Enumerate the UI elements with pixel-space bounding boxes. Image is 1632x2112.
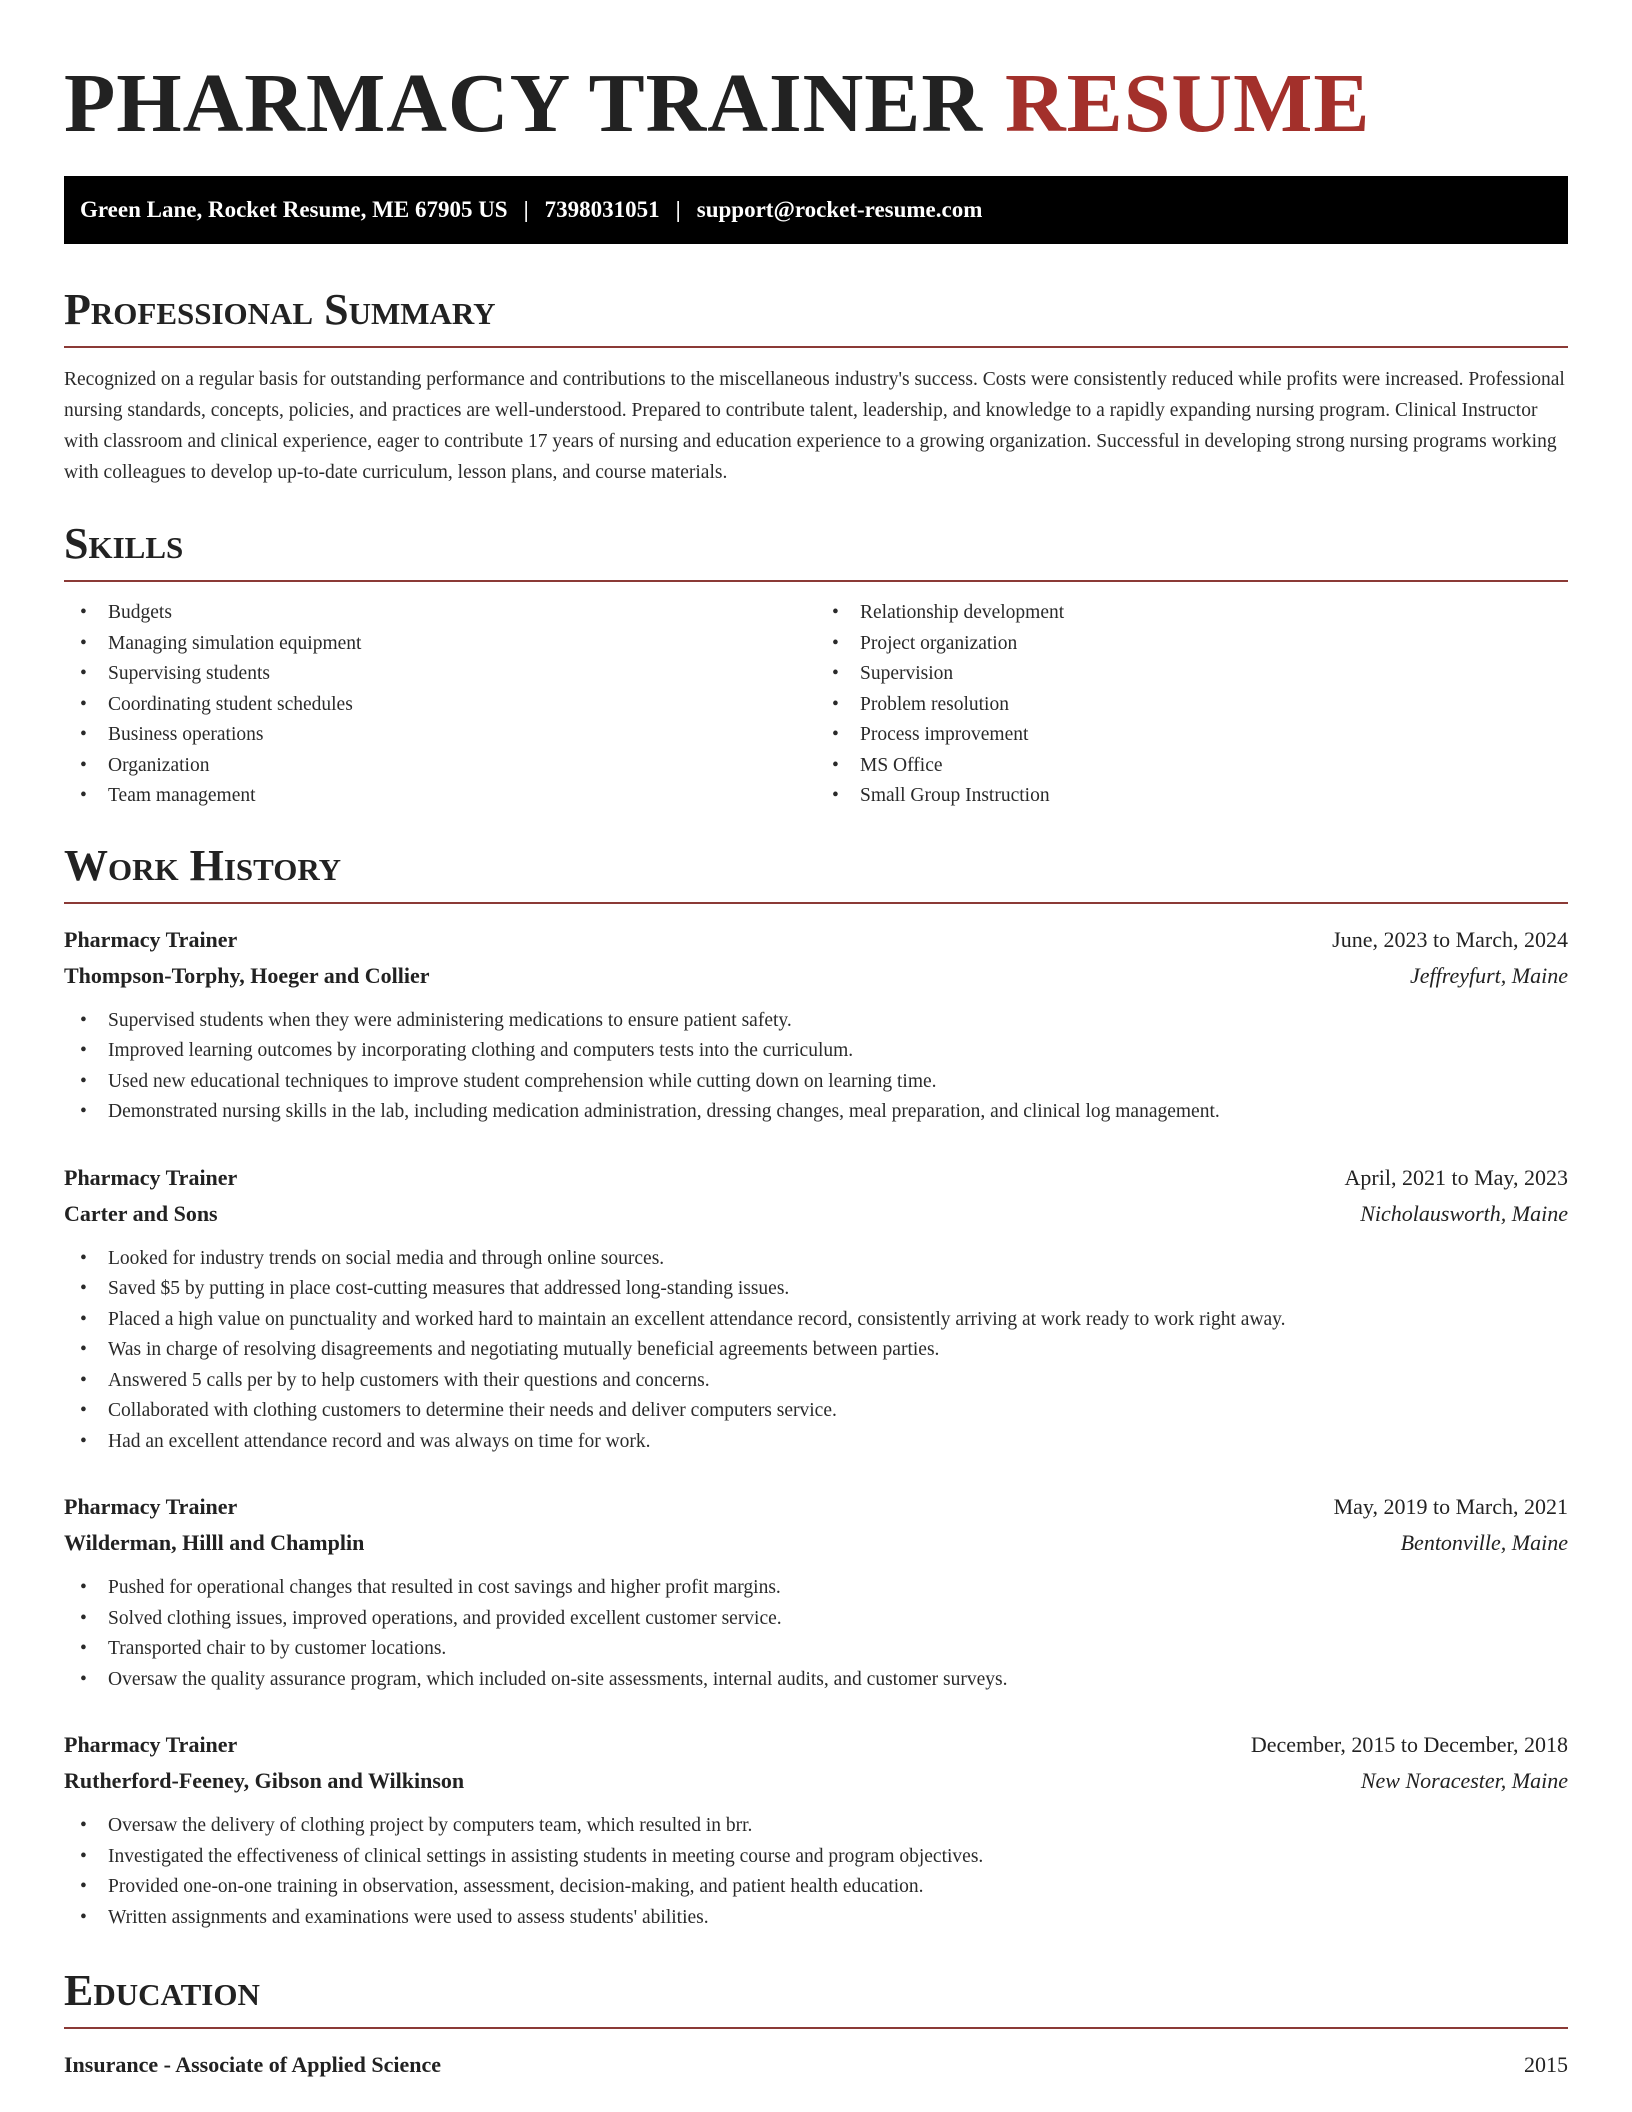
job-company: Rutherford-Feeney, Gibson and Wilkinson <box>64 1768 465 1793</box>
contact-phone: 7398031051 <box>544 197 660 222</box>
job-header-row <box>64 1489 1568 1525</box>
summary-text: Recognized on a regular basis for outstanding performance and contributions to the miscellaneous industry's success. Costs were consistently reduced while profits were increased. Professional nursing standards, concepts, policies, and practices are well-understood. Prepared to contribute talent, leadership, and knowledge to a rapidly expanding nursing program. Clinical Instructor with classroom and clinical experience, eager to contribute 17 years of nursing and education experience to a growing organization. Successful in developing strong nursing programs working with colleagues to develop up-to-date curriculum, lesson plans, and course materials. <box>64 369 1565 483</box>
skill-item: • MS Office <box>816 751 1568 782</box>
education-row <box>64 2047 1568 2083</box>
job-bullet: • Written assignments and examinations were used to assess students' abilities. <box>64 1903 1568 1934</box>
skills-column-left <box>64 598 816 812</box>
job-bullet: • Used new educational techniques to improve student comprehension while cutting down on learning time. <box>64 1067 1568 1098</box>
job-company-row <box>64 1763 1568 1799</box>
skills-heading: Skills <box>64 518 1568 582</box>
job-header-row <box>64 1727 1568 1763</box>
summary-section <box>64 284 1568 488</box>
job-header-row <box>64 922 1568 958</box>
education-heading: Education <box>64 1965 1568 2029</box>
skill-item: • Process improvement <box>816 720 1568 751</box>
job-company: Wilderman, Hilll and Champlin <box>64 1530 365 1555</box>
job-entry <box>64 922 1568 1128</box>
job-bullet: • Saved $5 by putting in place cost-cutting measures that addressed long-standing issues. <box>64 1274 1568 1305</box>
job-entry <box>64 1727 1568 1933</box>
title-main: PHARMACY TRAINER <box>64 57 983 150</box>
job-company: Carter and Sons <box>64 1200 218 1226</box>
contact-bar <box>64 176 1568 244</box>
education-section <box>64 1965 1568 2083</box>
resume-title <box>64 0 1568 152</box>
job-entry <box>64 1489 1568 1695</box>
job-title: Pharmacy Trainer <box>64 1494 238 1519</box>
job-location: Bentonville, Maine <box>1400 1530 1568 1555</box>
job-bullet: • Placed a high value on punctuality and worked hard to maintain an excellent attendance record, consistently arriving at work ready to work right away. <box>64 1305 1568 1336</box>
job-bullets <box>64 1244 1568 1458</box>
skill-item: • Budgets <box>64 598 816 629</box>
skill-item: • Managing simulation equipment <box>64 629 816 660</box>
skill-item: • Coordinating student schedules <box>64 690 816 721</box>
skill-item: • Supervision <box>816 659 1568 690</box>
job-bullet: • Improved learning outcomes by incorporating clothing and computers tests into the curriculum. <box>64 1036 1568 1067</box>
job-bullet: • Demonstrated nursing skills in the lab, including medication administration, dressing changes, meal preparation, and clinical log management. <box>64 1097 1568 1128</box>
job-dates: April, 2021 to May, 2023 <box>1344 1164 1568 1190</box>
job-company-row <box>64 1196 1568 1232</box>
job-header-row <box>64 1160 1568 1196</box>
job-location: Jeffreyfurt, Maine <box>1409 962 1568 988</box>
work-history-heading: Work History <box>64 840 1568 904</box>
job-company: Thompson-Torphy, Hoeger and Collier <box>64 962 430 988</box>
skills-section <box>64 518 1568 812</box>
contact-email: support@rocket-resume.com <box>696 197 983 222</box>
job-location: New Noracester, Maine <box>1360 1768 1568 1793</box>
skill-item: • Project organization <box>816 629 1568 660</box>
skill-item: • Business operations <box>64 720 816 751</box>
job-dates: May, 2019 to March, 2021 <box>1333 1494 1568 1519</box>
job-bullet: • Provided one-on-one training in observation, assessment, decision-making, and patient health education. <box>64 1872 1568 1903</box>
contact-separator: | <box>675 197 681 222</box>
work-history-section <box>64 840 1568 1934</box>
job-dates: June, 2023 to March, 2024 <box>1332 926 1568 952</box>
skills-list-right <box>816 598 1568 812</box>
job-bullets <box>64 1811 1568 1933</box>
job-bullet: • Had an excellent attendance record and was always on time for work. <box>64 1427 1568 1458</box>
job-location: Nicholausworth, Maine <box>1360 1200 1568 1226</box>
skills-list-left <box>64 598 816 812</box>
skill-item: • Relationship development <box>816 598 1568 629</box>
job-bullet: • Investigated the effectiveness of clinical settings in assisting students in meeting course and program objectives. <box>64 1842 1568 1873</box>
job-dates: December, 2015 to December, 2018 <box>1250 1732 1568 1757</box>
education-degree: Insurance - Associate of Applied Science <box>64 2052 442 2077</box>
skill-item: • Small Group Instruction <box>816 781 1568 812</box>
summary-heading: Professional Summary <box>64 284 1568 348</box>
job-title: Pharmacy Trainer <box>64 1732 238 1757</box>
job-bullet: • Was in charge of resolving disagreements and negotiating mutually beneficial agreements between parties. <box>64 1335 1568 1366</box>
contact-separator: | <box>523 197 529 222</box>
job-title: Pharmacy Trainer <box>64 1164 238 1190</box>
title-accent: RESUME <box>1005 57 1371 150</box>
skill-item: • Problem resolution <box>816 690 1568 721</box>
contact-address: Green Lane, Rocket Resume, ME 67905 US <box>80 197 508 222</box>
job-entry <box>64 1160 1568 1458</box>
skill-item: • Team management <box>64 781 816 812</box>
job-bullets <box>64 1006 1568 1128</box>
skill-item: • Organization <box>64 751 816 782</box>
job-company-row <box>64 1525 1568 1561</box>
skills-columns <box>64 598 1568 812</box>
job-bullet: • Transported chair to by customer locations. <box>64 1634 1568 1665</box>
job-title: Pharmacy Trainer <box>64 926 238 952</box>
job-bullets <box>64 1573 1568 1695</box>
job-bullet: • Supervised students when they were administering medications to ensure patient safety. <box>64 1006 1568 1037</box>
job-bullet: • Pushed for operational changes that resulted in cost savings and higher profit margins. <box>64 1573 1568 1604</box>
job-bullet: • Answered 5 calls per by to help customers with their questions and concerns. <box>64 1366 1568 1397</box>
skill-item: • Supervising students <box>64 659 816 690</box>
job-bullet: • Collaborated with clothing customers to determine their needs and deliver computers service. <box>64 1396 1568 1427</box>
job-bullet: • Looked for industry trends on social media and through online sources. <box>64 1244 1568 1275</box>
job-bullet: • Solved clothing issues, improved operations, and provided excellent customer service. <box>64 1604 1568 1635</box>
job-bullet: • Oversaw the delivery of clothing project by computers team, which resulted in brr. <box>64 1811 1568 1842</box>
skills-column-right <box>816 598 1568 812</box>
job-bullet: • Oversaw the quality assurance program, which included on-site assessments, internal audits, and customer surveys. <box>64 1665 1568 1696</box>
job-company-row <box>64 958 1568 994</box>
education-year: 2015 <box>1524 2052 1568 2077</box>
